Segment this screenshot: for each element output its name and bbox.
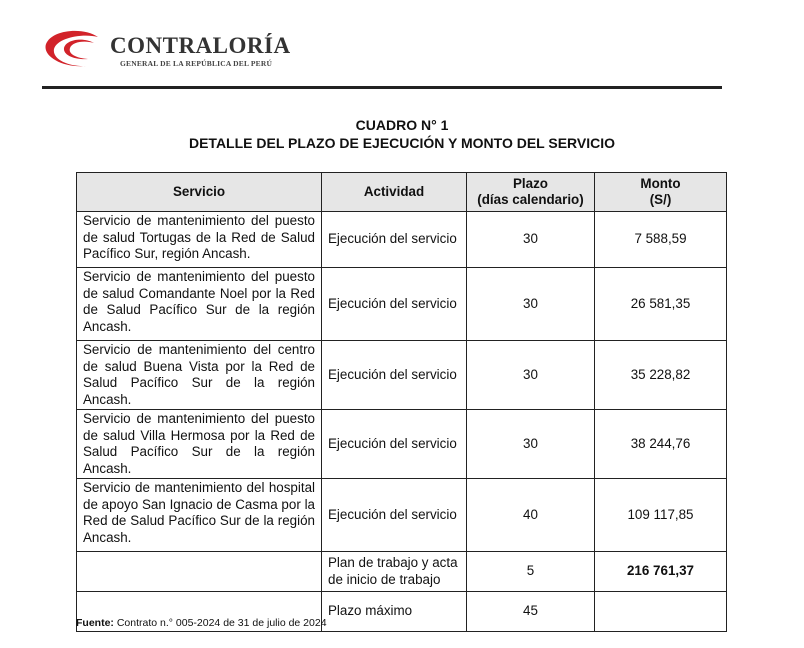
source-note [76, 617, 327, 629]
table-caption-number: CUADRO N° 1 [355, 117, 449, 133]
table-row [77, 212, 727, 268]
source-label: Fuente: [76, 617, 114, 629]
table-row [77, 479, 727, 552]
cell-monto: 26 581,35 [595, 268, 727, 341]
cell-actividad: Ejecución del servicio [322, 212, 467, 268]
cell-plazo: 5 [467, 552, 595, 592]
table-row [77, 268, 727, 341]
cell-servicio: Servicio de mantenimiento del puesto de salud Tortugas de la Red de Salud Pacífico Sur, región Ancash. [77, 212, 322, 268]
cell-monto: 35 228,82 [595, 341, 727, 410]
header-monto: Monto (S/) [595, 173, 727, 212]
table-row-total [77, 552, 727, 592]
table-header-row [77, 173, 727, 212]
cell-plazo: 45 [467, 592, 595, 632]
contraloria-swoosh-icon [40, 28, 110, 76]
source-text: Contrato n.° 005-2024 de 31 de julio de 2024 [113, 617, 327, 629]
contraloria-logo [40, 28, 300, 76]
cell-monto: 109 117,85 [595, 479, 727, 552]
cell-monto [595, 592, 727, 632]
table-row [77, 341, 727, 410]
cell-actividad: Plazo máximo [322, 592, 467, 632]
cell-monto-total: 216 761,37 [595, 552, 727, 592]
cell-servicio [77, 552, 322, 592]
cell-plazo: 30 [467, 341, 595, 410]
org-name: CONTRALORÍA [110, 33, 291, 58]
service-detail-table [76, 172, 727, 632]
header-actividad: Actividad [322, 173, 467, 212]
cell-monto: 7 588,59 [595, 212, 727, 268]
table-caption-title: DETALLE DEL PLAZO DE EJECUCIÓN Y MONTO DEL SERVICIO [188, 135, 616, 151]
cell-actividad: Ejecución del servicio [322, 410, 467, 479]
cell-plazo: 30 [467, 212, 595, 268]
cell-servicio: Servicio de mantenimiento del hospital de apoyo San Ignacio de Casma por la Red de Salud Pacífico Sur de la región Ancash. [77, 479, 322, 552]
cell-plazo: 30 [467, 410, 595, 479]
header-servicio: Servicio [77, 173, 322, 212]
cell-servicio: Servicio de mantenimiento del puesto de salud Villa Hermosa por la Red de Salud Pacífico Sur de la región Ancash. [77, 410, 322, 479]
cell-plazo: 30 [467, 268, 595, 341]
cell-actividad: Ejecución del servicio [322, 341, 467, 410]
header-divider [42, 86, 722, 89]
table-row [77, 410, 727, 479]
cell-actividad: Ejecución del servicio [322, 479, 467, 552]
cell-servicio: Servicio de mantenimiento del centro de salud Buena Vista por la Red de Salud Pacífico Sur de la región Ancash. [77, 341, 322, 410]
org-subtitle: GENERAL DE LA REPÚBLICA DEL PERÚ [120, 59, 273, 68]
cell-monto: 38 244,76 [595, 410, 727, 479]
cell-plazo: 40 [467, 479, 595, 552]
cell-actividad: Plan de trabajo y acta de inicio de trabajo [322, 552, 467, 592]
header-plazo: Plazo (días calendario) [467, 173, 595, 212]
cell-actividad: Ejecución del servicio [322, 268, 467, 341]
cell-servicio: Servicio de mantenimiento del puesto de salud Comandante Noel por la Red de Salud Pacífico Sur de la región Ancash. [77, 268, 322, 341]
